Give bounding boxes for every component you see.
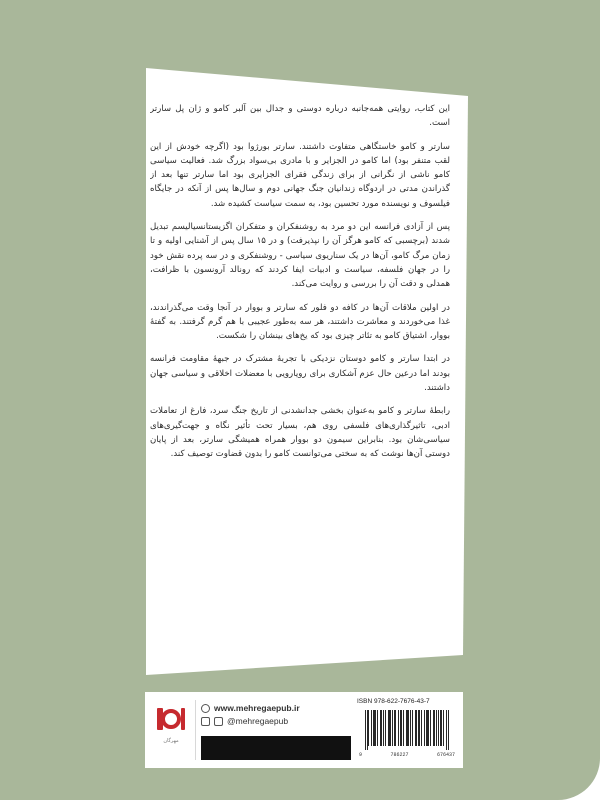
synopsis-paragraph: در ابتدا سارتر و کامو دوستان نزدیکی با تجربهٔ مشترک در جبههٔ مقاومت فرانسه بودند اما درعین حال عزم آشکاری برای رویارویی با معضلات اخلاقی و سیاسی جهان داشتند.	[150, 354, 450, 394]
barcode-bar	[427, 710, 428, 746]
barcode-bar	[438, 710, 439, 746]
barcode-bar	[389, 710, 390, 746]
barcode-bar	[428, 710, 429, 746]
barcode-bar	[368, 710, 369, 746]
barcode-bar	[436, 710, 437, 746]
barcode-bar	[390, 710, 391, 746]
barcode-bar	[375, 710, 376, 746]
website-row	[201, 702, 300, 715]
barcode-bar	[419, 710, 420, 746]
barcode-bar	[371, 710, 372, 746]
barcode-digit-group: 786227	[390, 752, 409, 758]
instagram-icon	[201, 717, 210, 726]
social-handle[interactable]: @mehregaepub	[227, 716, 289, 726]
barcode-bar	[367, 710, 368, 750]
barcode-bar	[383, 710, 384, 746]
barcode-digits	[359, 752, 455, 758]
isbn-label: ISBN 978-622-7676-43-7	[357, 698, 430, 705]
barcode-digit-group: 9	[359, 752, 363, 758]
publisher-logo-icon	[155, 704, 187, 734]
social-row	[201, 715, 300, 728]
barcode-bar	[446, 710, 447, 750]
barcode-bar	[407, 710, 408, 746]
publisher-barcode-panel	[145, 692, 463, 768]
synopsis-paragraph: این کتاب، روایتی همه‌جانبه درباره دوستی و جدال بین آلبر کامو و ژان پل سارتر است.	[150, 104, 450, 129]
barcode	[365, 710, 449, 750]
barcode-bar	[401, 710, 402, 746]
synopsis-paragraph: در اولین ملاقات آن‌ها در کافه دو فلور که سارتر و بووار در آنجا وقت می‌گذراندند، غذا می‌خوردند و معاشرت داشتند، هر سه به‌طور عجیبی با هم گرم گرفتند. به گفتهٔ بووار، اشتیاق کامو به تئاتر چیزی بود که یخ‌های بینشان را شکست.	[150, 302, 450, 342]
barcode-bar	[395, 710, 396, 746]
black-label-bar	[201, 736, 351, 760]
barcode-bar	[400, 710, 401, 746]
barcode-bar	[403, 710, 404, 746]
publisher-logo	[151, 698, 191, 760]
barcode-bar	[406, 710, 407, 746]
barcode-bar	[377, 710, 378, 746]
barcode-bar	[430, 710, 431, 746]
barcode-bar	[416, 710, 417, 746]
barcode-bar	[415, 710, 416, 746]
barcode-bar	[374, 710, 375, 746]
barcode-bar	[392, 710, 393, 746]
barcode-bar	[421, 710, 422, 746]
telegram-icon	[214, 717, 223, 726]
synopsis-text	[150, 102, 450, 662]
barcode-digit-group: 676437	[436, 752, 455, 758]
barcode-bar	[388, 710, 389, 746]
website-link[interactable]: www.mehregaepub.ir	[214, 703, 300, 713]
barcode-bar	[443, 710, 444, 746]
divider	[195, 700, 196, 760]
barcode-bar	[380, 710, 381, 746]
barcode-bar	[394, 710, 395, 746]
barcode-bar	[434, 710, 435, 746]
barcode-bar	[365, 710, 366, 750]
synopsis-paragraph: پس از آزادی فرانسه این دو مرد به روشنفکران و متفکران اگزیستانسیالیسم تبدیل شدند (برچسبی که کامو هرگز آن را نپذیرفت) و در ۱۵ سال پس از آشنایی اولیه و تا زمان مرگ کامو، آن‌ها در یک سناریوی سیاسی - روشنفکری و در سه پرده نقش خود را در جهان فلسفه، سیاست و ادبیات ایفا کردند که رونالد آرونسون با ظرافت، همدلی و دقت آن را بررسی و روایت می‌کند.	[150, 222, 450, 290]
barcode-bar	[410, 710, 411, 746]
barcode-bar	[448, 710, 449, 750]
barcode-bar	[398, 710, 399, 746]
barcode-bar	[433, 710, 434, 746]
barcode-bar	[441, 710, 442, 746]
globe-icon	[201, 704, 210, 713]
publisher-contact	[201, 702, 300, 728]
barcode-bar	[412, 710, 413, 746]
barcode-bar	[418, 710, 419, 746]
synopsis-paragraph: سارتر و کامو خاستگاهی متفاوت داشتند. سارتر بورژوا بود (اگرچه خودش از این لقب متنفر بود) اما کامو در الجزایر و با مادری بی‌سواد بزرگ شد. فعالیت سیاسی کامو ناشی از نگرانی از برای زندگی فقرای الجزایری بود اما سارتر تنها بعد از گذراندن مدتی در اردوگاه زندانیان جنگ جهانی دوم و سال‌ها پس از آنکه در جایگاه فیلسوف و نویسنده مورد تحسین بود، به سمت سیاست کشیده شد.	[150, 141, 450, 209]
barcode-bar	[385, 710, 386, 746]
synopsis-paragraph: رابطهٔ سارتر و کامو به‌عنوان بخشی جدانشدنی از تاریخ جنگ سرد، فارغ از تعاملات ادبی، تاثیرگذاری‌های فلسفی روی هم، بسیار تحت تأثیر نگاه و جهت‌گیری‌های سیاسی‌شان بود. بنابراین سیمون دو بووار همراه همیشگی سارتر، بعد از پایان دوستی آن‌ها نوشت که به سختی می‌توانست کامو را بدون قضاوت توصیف کند.	[150, 406, 450, 460]
barcode-bar	[440, 710, 441, 746]
isbn-barcode-area	[357, 698, 457, 764]
barcode-bar	[381, 710, 382, 746]
barcode-bar	[426, 710, 427, 746]
barcode-bar	[408, 710, 409, 746]
publisher-name: مهرگان	[163, 738, 179, 744]
barcode-bar	[373, 710, 374, 746]
barcode-bar	[424, 710, 425, 746]
